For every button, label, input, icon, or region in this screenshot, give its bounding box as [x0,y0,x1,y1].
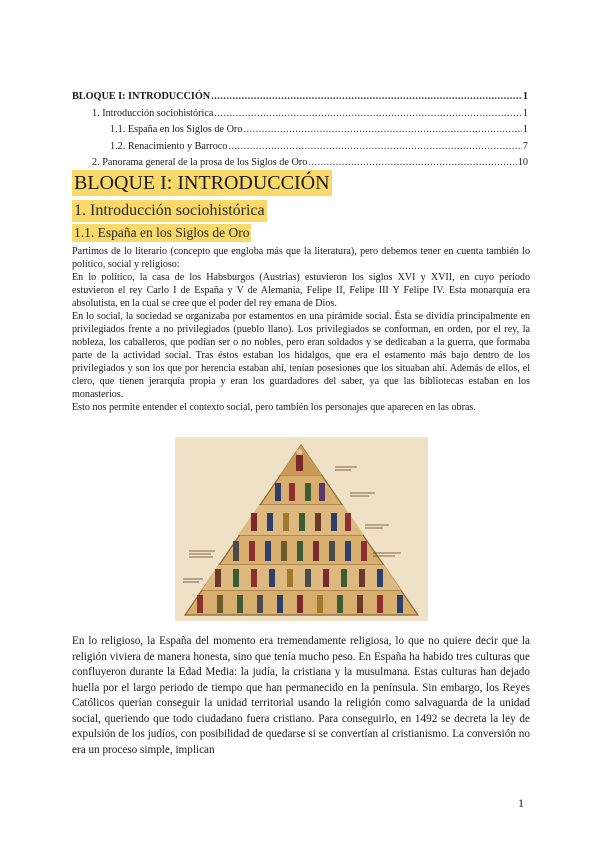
toc-entry-page: 1 [522,91,528,102]
block-heading: BLOQUE I: INTRODUCCIÓN [74,172,330,194]
subsection-heading: 1.1. España en los Siglos de Oro [74,225,250,240]
paragraph: Esto nos permite entender el contexto social, pero también los personajes que aparecen en las obras. [72,402,476,413]
body-text-bottom [72,634,530,758]
toc-leader-dots [228,141,522,152]
body-text-top [72,245,530,414]
section-heading: 1. Introducción sociohistórica [72,200,267,222]
paragraph: En lo político, la casa de los Habsburgos (Austrias) estuvieron los siglos XVI y XVII, en cuyo periodo estuvieron el rey Carlo I de España y V de Alemania, Felipe II, Felipe III Y Felipe IV. Esta monarquía era absolutista, en la cual se cree que el poder del rey emana de Dios. [72,272,530,309]
toc-entry-page: 1 [522,124,528,135]
toc-entry-label: 2. Panorama general de la prosa de los Siglos de Oro [92,157,308,168]
toc-entry-page: 10 [517,157,528,168]
toc-leader-dots [211,91,522,102]
toc-entry-page: 7 [522,140,528,152]
toc-leader-dots [243,124,521,135]
toc-entry-label: 1. Introducción sociohistórica [92,107,214,119]
paragraph: Partimos de lo literario (concepto que engloba más que la literatura), pero debemos tener en cuenta también lo político, social y religioso: [72,246,530,270]
pyramid-drawing [175,437,428,621]
toc-entry-label: 1.2. Renacimiento y Barroco [110,140,228,152]
toc-entry[interactable] [72,91,528,108]
paragraph: En lo social, la sociedad se organizaba por estamentos en una pirámide social. Ésta se dividía principalmente en privilegiados frente a no privilegiados (pueblo llano). Los privilegiados se conforman, en orden, por el rey, la nobleza, los caballeros, que podían ser o no nobles, pero eran soldados y se dedicaban a la guerra, que formaba parte de la actividad social. Tras éstos estaban los hidalgos, que era el estamento más bajo dentro de los privilegiados y son los que por herencia estaban ahí, tenían posesiones que los situaban ahí. Además de ellos, el clero, que tienen jerarquía propia y eran los guardadores del saber, ya que las bibliotecas estaban en los monasterios. [72,311,530,400]
table-of-contents [72,91,528,174]
toc-entry-page: 1 [522,107,528,119]
toc-leader-dots [214,108,522,119]
toc-entry-label: 1.1. España en los Siglos de Oro [110,124,243,135]
toc-entry[interactable] [72,124,528,141]
toc-entry-label: BLOQUE I: INTRODUCCIÓN [72,91,211,102]
toc-entry[interactable] [72,141,528,158]
paragraph: En lo religioso, la España del momento era tremendamente religiosa, lo que no quiere decir que la religión viviera de manera honesta, sino que tenía mucho peso. En España ha habido tres culturas que confluyeron durante la Edad Media: la judía, la cristiana y la musulmana. Estas culturas han dejado huella por el largo periodo de tiempo que han permanecido en la península. Sin embargo, los Reyes Católicos querían conseguir la unidad territorial usando la religión como salvaguarda de la unidad social, queriendo que todo ciudadano fuera cristiano. Para conseguirlo, en 1492 se decreta la ley de expulsión de los judíos, con posibilidad de quedarse si se convertían al cristianismo. La conversión no era un proceso simple, implican [72,635,530,756]
toc-entry[interactable] [72,108,528,125]
toc-leader-dots [308,157,517,168]
social-pyramid-illustration [175,437,428,621]
page-number: 1 [518,796,524,810]
